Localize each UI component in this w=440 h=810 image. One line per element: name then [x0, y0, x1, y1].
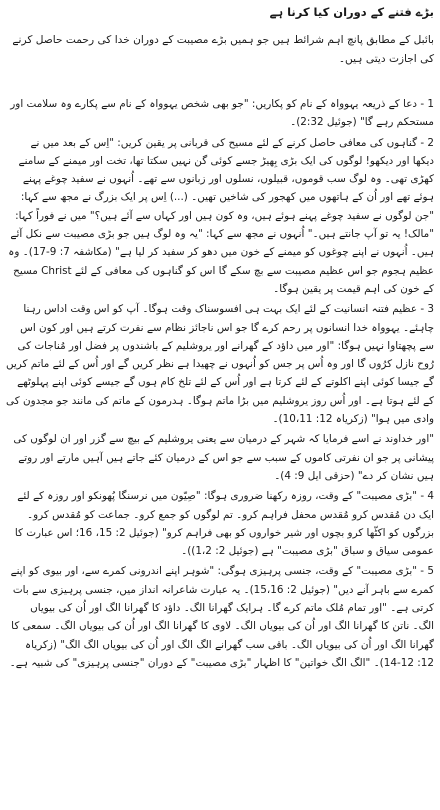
document-page — [6, 4, 434, 674]
paragraph-5-abstinence: 5 - "بڑی مصیبت" کے وقت، جنسی پرہیزی ہوگی: "شوہر اپنے اندرونی کمرے سے، اور بیوی کو اپنے کمرے سے باہر آنے دیں" (جوئیل 2: 15،16)۔ یہ عبارت شاعرانہ انداز میں، جنسی پرہیزی سے بات کرتی ہے۔ "اور تمام مُلک ماتم کرے گا۔ ہرایک گھرانا الگ۔ داؤد کا گھرانا الگ اور اُن کی بیویاں الگ۔ ناتن کا گھرانا الگ اور اُن کی بیویاں الگ۔ لاوی کا گھرانا الگ اور اُن کی بیویاں الگ۔ سمعی کا گھرانا الگ اور اُن کی بیویاں الگ۔ باقی سب گھرانے الگ الگ اور اُن کی بیویاں الگ الگ" (زکریاہ 12: 12-14)۔ "الگ الگ خواتین" کا اظہار "بڑی مصیبت" کے دوران "جنسی پرہیزی" کی شبیہ ہے۔ — [9, 565, 434, 669]
paragraph-ezekiel-quote: "اور خداوند نے اسے فرمایا کہ شہر کے درمیان سے یعنی یروشلیم کے بیچ سے گزر اور ان لوگوں کی پیشانی پر جو ان نفرتی کاموں کے سبب سے جو اس کے درمیان کئے جاتے ہیں آہیں مارتے اور روتے ہیں نشان کر دے" (حزقی ایل 9: 4)۔ — [13, 433, 434, 482]
paragraph-4-fasting: 4 - "بڑی مصیبت" کے وقت، روزہ رکھنا ضروری ہوگا: "صِیّون میں نرسنگا پُھونکو اور روزہ کے لئے ایک دن مُقدس کرو مُقدس محفل فراہم کرو۔ تم لوگوں کو جمع کرو۔ جماعت کو مُقدس کرو۔ بزرگوں کو اکٹّھا کرو بچوں اور شیر خواروں کو بھی فراہم کرو" (جوئیل 2: 15، 16؛ اس عبارت کا عمومی سیاق و سباق "بڑی مصیبت" ہے (جوئیل 2: 1،2))۔ — [14, 490, 434, 558]
intro-paragraph: بائبل کے مطابق پانچ اہم شرائط ہیں جو ہمیں بڑے مصیبت کے دوران خدا کی رحمت حاصل کرنے کی اجازت دیتی ہیں۔ — [12, 34, 434, 65]
paragraph-2-sacrifice: 2 - گناہوں کی معافی حاصل کرنے کے لئے مسیح کی قربانی پر یقین کریں: "اِس کے بعد میں نے دیکھا اور دیکھو! لوگوں کی ایک بڑی بِھیڑ جسے کوئی گن نہیں سکتا تھا، تخت اور میمنے کے سامنے کھڑی تھی۔ وہ لوگ سب قوموں، قبیلوں، نسلوں اور زبانوں سے تھے۔ اُنہوں نے سفید چوغے پہنے ہوئے تھے اور اُن کے ہاتھوں میں کھجور کی شاخیں تھیں۔ (...) اِس پر ایک بزرگ نے مجھ سے کہا: "جن لوگوں نے سفید چوغے پہنے ہوئے ہیں، وہ کون ہیں اور کہاں سے آئے ہیں؟" میں نے فوراً کہا: "مالک! یہ تو آپ جانتے ہیں۔" اُنہوں نے مجھ سے کہا: "یہ وہ لوگ ہیں جو بڑی مصیبت سے نکل آئے ہیں۔ اُنہوں نے اپنے چوغوں کو میمنے کے خون میں دھو کر سفید کر لیا ہے" (مکاشفہ 7: 9-17)۔ وہ عظیم ہجوم جو اس عظیم مصیبت سے بچ سکے گا اس کو گناہوں کی معافی کے لئے Christ مسیح کے خون کی اہم قیمت پر یقین ہوگا۔ — [8, 136, 434, 295]
paragraph-3-mourning: 3 - عظیم فتنہ انسانیت کے لئے ایک بہت ہی افسوسناک وقت ہوگا۔ آپ کو اس وقت اداس رہنا چاہئے۔ یہوواہ خدا انسانوں پر رحم کرے گا جو اس ناجائز نظام سے نفرت کرتے ہیں اور کون اس سے پچھتاوا نہیں ہوگا: "اور میں داؤد کے گھرانے اور یروشلیم کے باشندوں پر فضل اور مُناجات کی رُوح نازل کرُوں گا اور وہ اُس پر جس کو اُنہوں نے چھیدا ہے نظر کریں گے اور اُس کے لئے ماتم کریں گے جیسا کوئی اپنے اکلوتے کے لئے کرتا ہے اور اُس کے لئے تلخ کام ہوں گے جیسے کوئی اپنے پہلوٹھے کے لئے ہوتا ہے۔ اور اُس روز یروشلیم میں بڑا ماتم ہوگا۔ ہدرمون کے ماتم کی مانند جو مجدون کی وادی میں ہوا" (زکریاہ 12: 10،11)۔ — [6, 303, 434, 426]
paragraph-1-prayer: 1 - دعا کے ذریعہ یہوواہ کے نام کو پکاریں: "جو بھی شخص یہوواہ کے نام سے پکارے وہ سلامت اور مستحکم رہے گا" (جوئیل 2:32)۔ — [10, 98, 434, 129]
document-title: بڑے فتنے کے دوران کیا کرنا ہے — [269, 5, 434, 19]
